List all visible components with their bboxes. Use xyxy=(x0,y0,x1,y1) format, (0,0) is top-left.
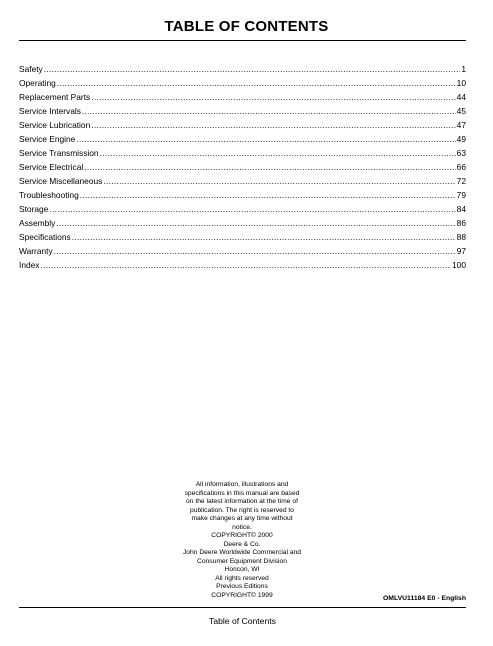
toc-label: Service Lubrication xyxy=(19,120,91,130)
notice-line: specifications in this manual are based xyxy=(184,489,300,497)
toc-leader xyxy=(82,104,456,118)
toc-page-number: 86 xyxy=(456,218,466,228)
footer-title: Table of Contents xyxy=(209,616,276,626)
notice-line: make changes at any time without xyxy=(191,515,293,522)
toc-page-number: 100 xyxy=(452,260,466,270)
toc-entry-specifications[interactable] xyxy=(19,230,466,244)
toc-label: Safety xyxy=(19,64,43,74)
toc-page-number: 49 xyxy=(456,134,466,144)
toc-leader xyxy=(41,258,452,272)
footer-divider xyxy=(19,607,466,608)
toc-entry-service-miscellaneous[interactable] xyxy=(19,174,466,188)
toc-label: Specifications xyxy=(19,232,71,242)
toc-leader xyxy=(56,216,455,230)
toc-leader xyxy=(84,160,455,174)
notice-line: Consumer Equipment Division xyxy=(197,557,287,565)
toc-entry-operating[interactable] xyxy=(19,76,466,90)
toc-leader xyxy=(76,132,455,146)
toc-page-number: 84 xyxy=(456,204,466,214)
toc-leader xyxy=(44,62,461,76)
toc-entry-service-engine[interactable] xyxy=(19,132,466,146)
toc-entry-service-intervals[interactable] xyxy=(19,104,466,118)
toc-page-number: 66 xyxy=(456,162,466,172)
toc-leader xyxy=(91,118,455,132)
notice-line: Previous Editions xyxy=(216,583,268,590)
toc-page-number: 63 xyxy=(456,148,466,158)
toc-page-number: 88 xyxy=(456,232,466,242)
toc-entry-storage[interactable] xyxy=(19,202,466,216)
toc-page-number: 1 xyxy=(461,64,466,74)
document-code: OMLVU11184 E0 - English xyxy=(383,595,466,602)
toc-leader xyxy=(80,188,456,202)
toc-page-number: 79 xyxy=(456,190,466,200)
notice-line: John Deere Worldwide Commercial and xyxy=(182,549,302,556)
toc-label: Service Engine xyxy=(19,134,76,144)
notice-line: Horicon, WI xyxy=(224,566,260,573)
notice-line: COPYRIGHT© 1999 xyxy=(211,591,273,599)
toc-page-number: 72 xyxy=(456,176,466,186)
toc-entry-troubleshooting[interactable] xyxy=(19,188,466,202)
toc-entry-service-electrical[interactable] xyxy=(19,160,466,174)
toc-label: Service Transmission xyxy=(19,148,99,158)
toc-leader xyxy=(54,244,456,258)
toc-leader xyxy=(49,202,455,216)
toc-leader xyxy=(91,90,455,104)
notice-line: publication. The right is reserved to xyxy=(190,506,294,514)
notice-line: All information, illustrations and xyxy=(195,481,289,488)
notice-line: All rights reserved xyxy=(215,574,269,582)
toc-leader xyxy=(72,230,456,244)
toc-label: Assembly xyxy=(19,218,56,228)
notice-line: on the latest information at the time of xyxy=(186,498,298,505)
toc-list xyxy=(19,62,466,272)
toc-label: Troubleshooting xyxy=(19,190,79,200)
notice-line: Deere & Co. xyxy=(223,540,261,548)
page-title: TABLE OF CONTENTS xyxy=(164,18,329,35)
toc-label: Service Intervals xyxy=(19,106,81,116)
toc-page-number: 45 xyxy=(456,106,466,116)
toc-entry-assembly[interactable] xyxy=(19,216,466,230)
title-divider xyxy=(19,40,466,41)
toc-label: Service Miscellaneous xyxy=(19,176,103,186)
toc-leader xyxy=(103,174,455,188)
toc-label: Operating xyxy=(19,78,56,88)
copyright-notice xyxy=(170,481,314,600)
toc-entry-service-lubrication[interactable] xyxy=(19,118,466,132)
toc-label: Warranty xyxy=(19,246,53,256)
toc-entry-replacement-parts[interactable] xyxy=(19,90,466,104)
toc-entry-service-transmission[interactable] xyxy=(19,146,466,160)
toc-entry-warranty[interactable] xyxy=(19,244,466,258)
notice-line: notice. xyxy=(232,523,252,531)
toc-page-number: 97 xyxy=(456,246,466,256)
toc-entry-index[interactable] xyxy=(19,258,466,272)
notice-line: COPYRIGHT© 2000 xyxy=(211,532,273,539)
toc-label: Index xyxy=(19,260,40,270)
toc-leader xyxy=(57,76,456,90)
toc-entry-safety[interactable] xyxy=(19,62,466,76)
toc-leader xyxy=(100,146,456,160)
toc-label: Storage xyxy=(19,204,49,214)
toc-page-number: 47 xyxy=(456,120,466,130)
toc-page-number: 44 xyxy=(456,92,466,102)
toc-label: Replacement Parts xyxy=(19,92,91,102)
toc-page-number: 10 xyxy=(456,78,466,88)
toc-label: Service Electrical xyxy=(19,162,84,172)
